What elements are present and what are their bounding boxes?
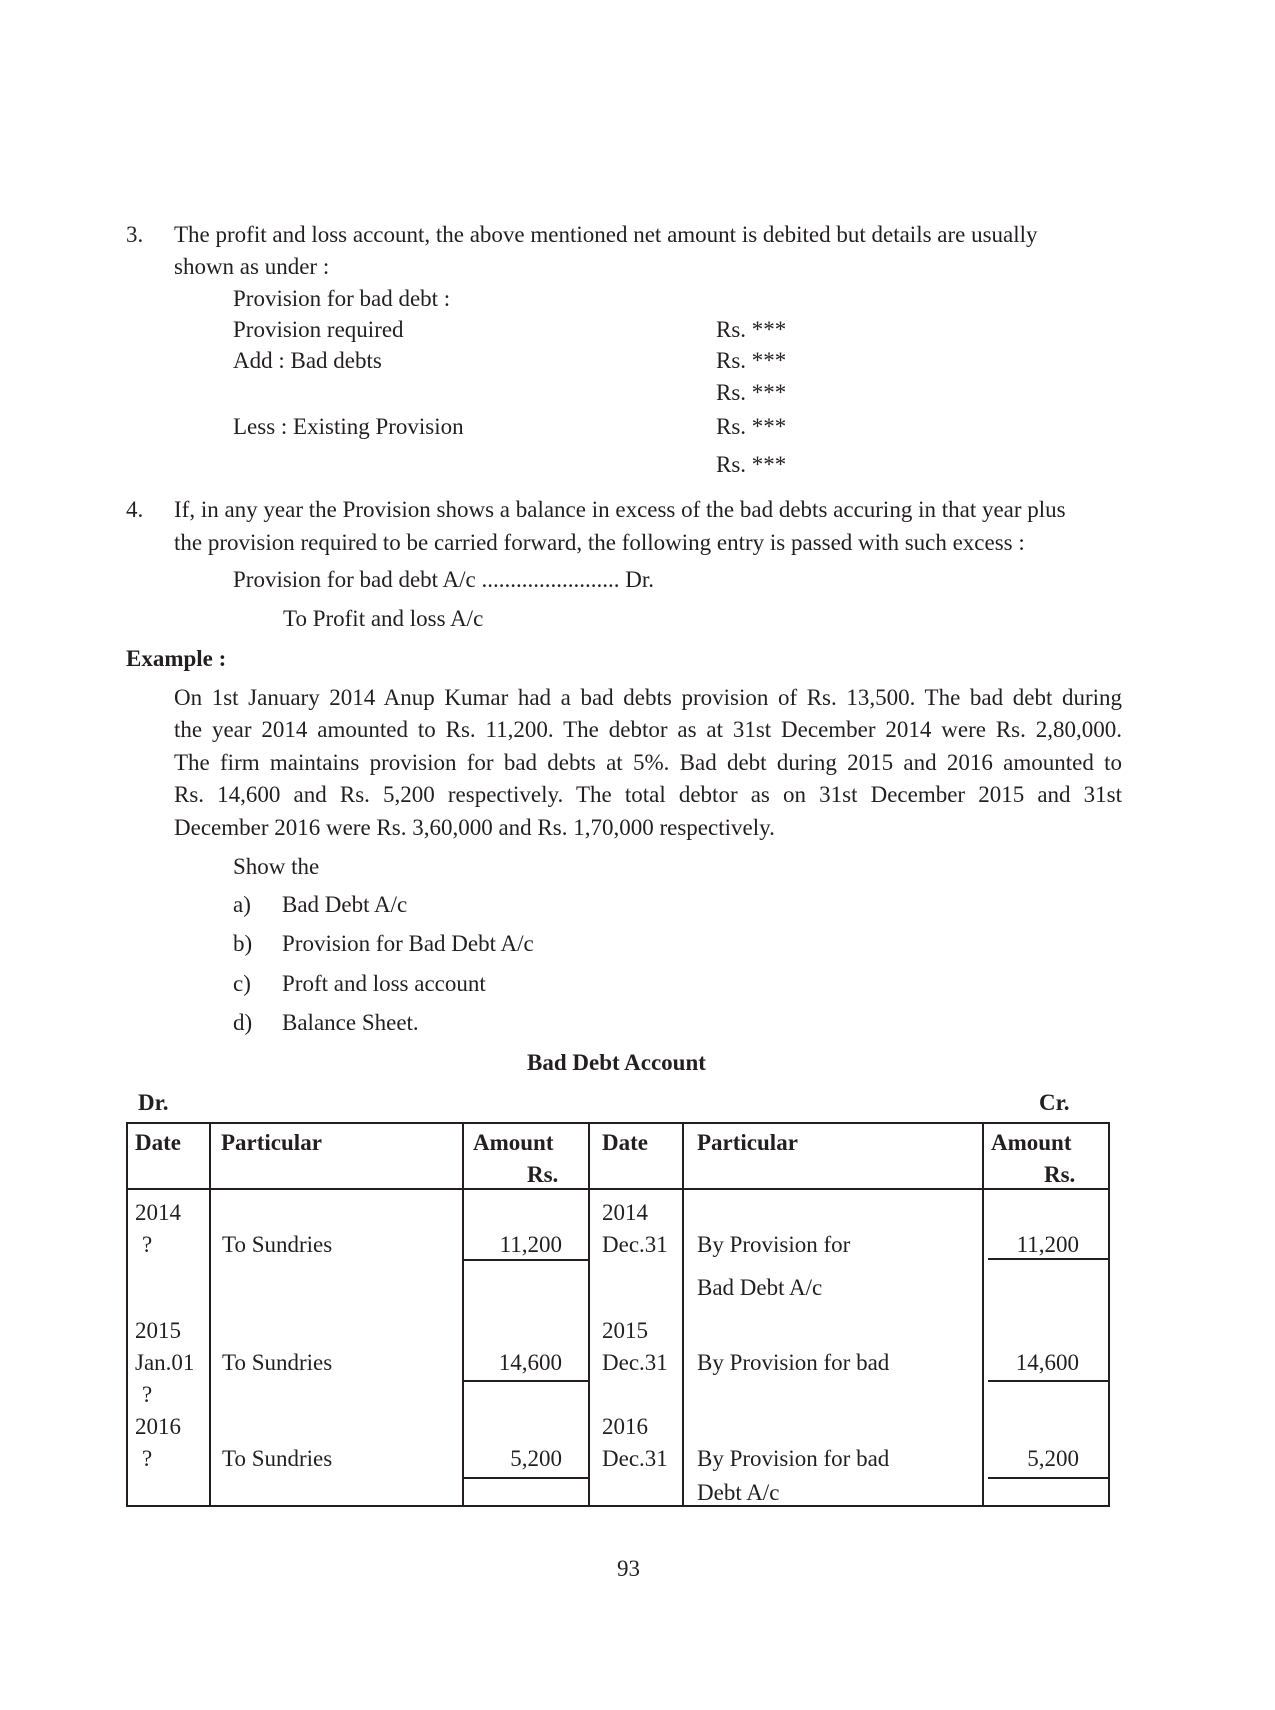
header-rs-dr: Rs. (527, 1162, 559, 1187)
item4-entry-dr: Provision for bad debt A/c ........................ Dr. (233, 567, 654, 592)
dr-year: 2014 (135, 1200, 181, 1225)
example-heading: Example : (126, 646, 227, 671)
header-date-dr: Date (135, 1130, 181, 1155)
cr-particular: By Provision for bad (697, 1350, 890, 1375)
item4-entry-cr: To Profit and loss A/c (283, 606, 484, 631)
item3-line1: The profit and loss account, the above mentioned net amount is debited but details are usually (174, 222, 1038, 247)
account-title: Bad Debt Account (527, 1050, 706, 1075)
example-line: the year 2014 amounted to Rs. 11,200. The debtor as at 31st December 2014 were Rs. 2,80,000. (174, 717, 1122, 742)
item4-line1: If, in any year the Provision shows a balance in excess of the bad debts accuring in that year plus (174, 497, 1066, 522)
task-text: Bad Debt A/c (282, 892, 408, 917)
item3-line2: shown as under : (174, 254, 330, 279)
item3-row-label: Provision for bad debt : (233, 286, 451, 311)
dr-amount: 14,600 (498, 1350, 562, 1375)
dr-year: 2015 (135, 1318, 181, 1343)
dr-amount: 5,200 (510, 1446, 562, 1471)
cr-day: Dec.31 (602, 1232, 668, 1257)
task-text: Proft and loss account (282, 971, 486, 996)
item3-row-amount: Rs. *** (716, 452, 787, 477)
item3-row-label: Less : Existing Provision (233, 414, 464, 439)
cr-particular: Bad Debt A/c (697, 1275, 823, 1300)
header-date-cr: Date (602, 1130, 648, 1155)
task-letter: b) (233, 931, 253, 956)
cr-particular: Debt A/c (697, 1480, 780, 1505)
dr-label: Dr. (138, 1090, 169, 1115)
item4-line2: the provision required to be carried forward, the following entry is passed with such excess : (174, 530, 1025, 555)
dr-day: ? (142, 1446, 153, 1471)
cr-day: Dec.31 (602, 1446, 668, 1471)
task-text: Provision for Bad Debt A/c (282, 931, 534, 956)
item3-number: 3. (126, 222, 144, 247)
dr-day-extra: ? (142, 1382, 153, 1407)
dr-day: Jan.01 (135, 1350, 195, 1375)
dr-amount: 11,200 (499, 1232, 562, 1257)
header-amount-cr: Amount (991, 1130, 1072, 1155)
item3-row-label: Provision required (233, 317, 404, 342)
example-line: On 1st January 2014 Anup Kumar had a bad debts provision of Rs. 13,500. The bad debt during (174, 685, 1122, 710)
show-the: Show the (233, 854, 320, 879)
example-line: Rs. 14,600 and Rs. 5,200 respectively. The total debtor as on 31st December 2015 and 31st (174, 782, 1122, 807)
header-particular-dr: Particular (221, 1130, 322, 1155)
cr-amount: 11,200 (1016, 1232, 1079, 1257)
cr-year: 2014 (602, 1200, 648, 1225)
item4-number: 4. (126, 497, 144, 522)
page-number: 93 (617, 1556, 640, 1581)
task-text: Balance Sheet. (282, 1010, 419, 1035)
item3-row-amount: Rs. *** (716, 348, 787, 373)
example-line: December 2016 were Rs. 3,60,000 and Rs. 1,70,000 respectively. (174, 815, 775, 840)
task-letter: d) (233, 1010, 253, 1035)
cr-year: 2015 (602, 1318, 648, 1343)
item3-row-label: Add : Bad debts (233, 348, 382, 373)
cr-particular: By Provision for (697, 1232, 851, 1257)
dr-year: 2016 (135, 1414, 181, 1439)
cr-amount: 14,600 (1015, 1350, 1079, 1375)
example-line: The firm maintains provision for bad debts at 5%. Bad debt during 2015 and 2016 amounted to (174, 750, 1122, 775)
task-letter: a) (233, 892, 251, 917)
header-rs-cr: Rs. (1044, 1162, 1076, 1187)
cr-day: Dec.31 (602, 1350, 668, 1375)
header-amount-dr: Amount (473, 1130, 554, 1155)
dr-day: ? (142, 1232, 153, 1257)
item3-row-amount: Rs. *** (716, 380, 787, 405)
dr-particular: To Sundries (222, 1350, 333, 1375)
cr-year: 2016 (602, 1414, 648, 1439)
task-letter: c) (233, 971, 251, 996)
dr-particular: To Sundries (222, 1232, 333, 1257)
dr-particular: To Sundries (222, 1446, 333, 1471)
header-particular-cr: Particular (697, 1130, 798, 1155)
cr-amount: 5,200 (1027, 1446, 1079, 1471)
cr-label: Cr. (1039, 1090, 1070, 1115)
item3-row-amount: Rs. *** (716, 317, 787, 342)
cr-particular: By Provision for bad (697, 1446, 890, 1471)
item3-row-amount: Rs. *** (716, 414, 787, 439)
